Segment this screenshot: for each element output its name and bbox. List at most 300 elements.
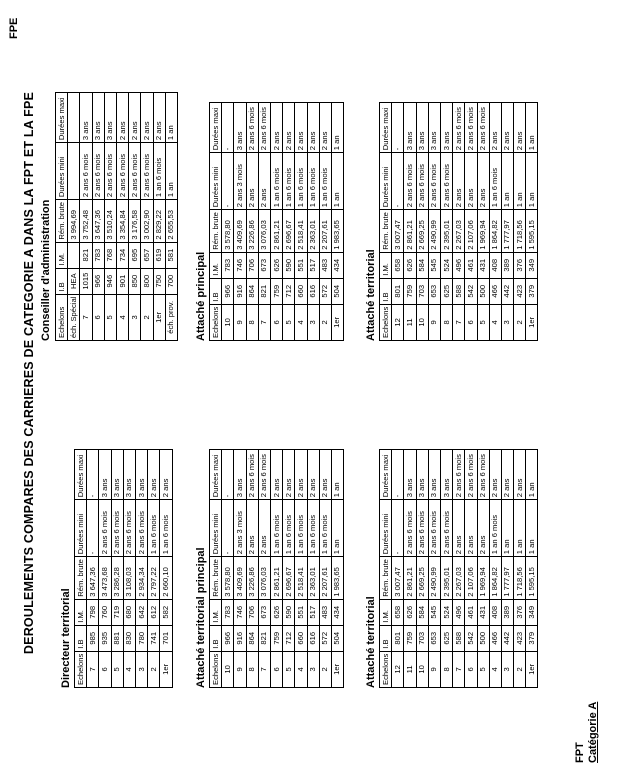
table-row — [246, 103, 258, 341]
col-ib-cell: 616 — [307, 625, 319, 651]
col-ib-cell: 504 — [331, 278, 343, 304]
header-col-mini: Durées mini — [380, 153, 392, 210]
col-echelons-cell: 4 — [295, 304, 307, 340]
col-rem-cell: 3 007,47 — [392, 557, 404, 600]
col-rem-cell: 2 861,21 — [270, 210, 282, 253]
col-maxi-cell: 2 ans — [283, 103, 295, 153]
col-maxi-cell: 2 ans — [270, 103, 282, 153]
table-row — [404, 450, 416, 688]
col-maxi-cell: 3 ans — [234, 450, 246, 500]
table-row — [295, 103, 307, 341]
col-im-cell — [68, 242, 80, 268]
col-ib-cell: 500 — [477, 278, 489, 304]
col-mini-cell: 1 an 6 mois — [283, 500, 295, 557]
col-im-cell: 612 — [148, 599, 160, 625]
col-mini-cell: 1 an — [526, 153, 538, 210]
col-echelons-cell: 9 — [428, 651, 440, 687]
col-ib-cell: 821 — [258, 278, 270, 304]
col-im-cell: 658 — [392, 599, 404, 625]
table-row — [234, 450, 246, 688]
col-ib-cell: 653 — [428, 625, 440, 651]
col-rem-cell: 2 696,67 — [283, 210, 295, 253]
col-echelons-cell: 8 — [246, 651, 258, 687]
col-mini-cell: 2 ans 6 mois — [404, 500, 416, 557]
table-row — [258, 103, 270, 341]
col-maxi-cell: 1 an — [331, 103, 343, 153]
col-im-cell: 483 — [319, 599, 331, 625]
col-maxi-cell: 2 ans — [514, 450, 526, 500]
col-ib-cell: 588 — [453, 625, 465, 651]
col-maxi-cell: 2 ans — [319, 103, 331, 153]
table-row — [123, 450, 135, 688]
col-rem-cell: 2 655,53 — [165, 200, 177, 243]
col-echelons-cell: éch. Spécial — [68, 294, 80, 340]
table-row — [160, 450, 172, 688]
col-im-cell: 626 — [404, 252, 416, 278]
col-mini-cell: - — [392, 153, 404, 210]
table-row — [331, 450, 343, 688]
col-im-cell: 783 — [222, 252, 234, 278]
col-maxi-cell: 3 ans — [99, 450, 111, 500]
col-echelons-cell: 7 — [453, 304, 465, 340]
header-col-rem: Rém. brute — [380, 557, 392, 600]
col-maxi-cell: 3 ans — [428, 450, 440, 500]
header-col-ib: I.B — [210, 625, 222, 651]
col-rem-cell: 3 578,80 — [222, 210, 234, 253]
col-mini-cell: 1 an 6 mois — [307, 153, 319, 210]
table-row — [129, 93, 141, 341]
col-maxi-cell: 2 ans 6 mois — [477, 450, 489, 500]
col-im-cell: 545 — [428, 599, 440, 625]
col-maxi-cell: 3 ans — [404, 103, 416, 153]
col-echelons-cell: 2 — [514, 304, 526, 340]
table-header-row — [380, 103, 392, 341]
table-header-row — [210, 450, 222, 688]
table-row — [526, 103, 538, 341]
col-ib-cell: 712 — [283, 278, 295, 304]
col-echelons-cell: 8 — [246, 304, 258, 340]
col-maxi-cell: 1 an — [526, 450, 538, 500]
col-ib-cell: HEA — [68, 268, 80, 294]
col-maxi-cell: 2 ans — [295, 103, 307, 153]
col-im-cell: 376 — [514, 252, 526, 278]
col-im-cell: 431 — [477, 599, 489, 625]
col-im-cell: 821 — [80, 242, 92, 268]
header-col-rem: Rém. brute — [75, 557, 87, 600]
section-title-attache-fpe: Attaché territorial — [365, 249, 377, 341]
header-col-mini: Durées mini — [75, 500, 87, 557]
table-row — [440, 450, 452, 688]
col-mini-cell: - — [392, 500, 404, 557]
col-rem-cell: 2 363,01 — [307, 210, 319, 253]
col-maxi-cell: 2 ans 6 mois — [453, 103, 465, 153]
col-mini-cell: 2 ans — [258, 153, 270, 210]
col-maxi-cell: 3 ans — [135, 450, 147, 500]
table-row — [246, 450, 258, 688]
col-mini-cell: 1 an — [514, 153, 526, 210]
col-maxi-cell: 2 ans 6 mois — [258, 103, 270, 153]
col-maxi-cell: 2 ans 6 mois — [246, 450, 258, 500]
col-maxi-cell: 2 ans — [501, 450, 513, 500]
col-ib-cell: 660 — [295, 278, 307, 304]
col-rem-cell: 3 286,28 — [111, 557, 123, 600]
col-maxi-cell: 2 ans — [501, 103, 513, 153]
table-row — [270, 450, 282, 688]
col-maxi-cell: 2 ans — [283, 450, 295, 500]
col-echelons-cell: 6 — [92, 294, 104, 340]
header-col-mini: Durées mini — [210, 153, 222, 210]
col-maxi-cell: 2 ans — [160, 450, 172, 500]
col-rem-cell: 2 660,10 — [160, 557, 172, 600]
header-col-ib: I.B — [210, 278, 222, 304]
col-echelons-cell: 2 — [319, 304, 331, 340]
section-title-attache-principal-fpe: Attaché principal — [195, 251, 207, 341]
col-maxi-cell: 3 ans — [234, 103, 246, 153]
col-rem-cell: 3 108,03 — [123, 557, 135, 600]
col-rem-cell: 3 354,84 — [116, 200, 128, 243]
col-mini-cell: 2 ans — [465, 153, 477, 210]
col-rem-cell: 2 207,61 — [319, 210, 331, 253]
header-col-maxi: Durées maxi — [210, 450, 222, 500]
col-echelons-cell: 3 — [307, 304, 319, 340]
col-im-cell: 496 — [453, 252, 465, 278]
col-im-cell: 734 — [116, 242, 128, 268]
col-maxi-cell: 3 ans — [440, 103, 452, 153]
col-im-cell: 768 — [104, 242, 116, 268]
col-rem-cell: 2 107,06 — [465, 210, 477, 253]
header-col-maxi: Durées maxi — [380, 103, 392, 153]
col-ib-cell: 616 — [307, 278, 319, 304]
table-row — [404, 103, 416, 341]
col-rem-cell: 2 797,22 — [148, 557, 160, 600]
col-rem-cell: 3 226,86 — [246, 557, 258, 600]
col-im-cell: 349 — [526, 599, 538, 625]
col-echelons-cell: 7 — [453, 651, 465, 687]
col-ib-cell: 966 — [92, 268, 104, 294]
table-row — [489, 450, 501, 688]
col-echelons-cell: 4 — [116, 294, 128, 340]
col-echelons-cell: 5 — [104, 294, 116, 340]
col-im-cell: 673 — [258, 252, 270, 278]
col-echelons-cell: 7 — [258, 651, 270, 687]
col-mini-cell: 2 ans 6 mois — [416, 153, 428, 210]
col-im-cell: 434 — [331, 252, 343, 278]
col-mini-cell: 1 an 6 mois — [153, 143, 165, 200]
col-echelons-cell: 6 — [99, 651, 111, 687]
col-maxi-cell: 2 ans — [129, 93, 141, 143]
col-rem-cell: 2 395,01 — [440, 557, 452, 600]
table-row — [453, 450, 465, 688]
col-maxi-cell — [68, 93, 80, 143]
col-mini-cell: 1 an — [501, 500, 513, 557]
col-mini-cell: 2 ans 6 mois — [141, 143, 153, 200]
header-col-rem: Rém. brute — [210, 210, 222, 253]
col-im-cell: 798 — [87, 599, 99, 625]
col-im-cell: 658 — [392, 252, 404, 278]
col-echelons-cell: 6 — [465, 651, 477, 687]
col-im-cell: 706 — [246, 599, 258, 625]
table-row — [87, 450, 99, 688]
col-mini-cell: 1 an 6 mois — [270, 500, 282, 557]
col-ib-cell: 759 — [404, 278, 416, 304]
col-echelons-cell: 1er — [160, 651, 172, 687]
table-row — [116, 93, 128, 341]
col-ib-cell: 985 — [87, 625, 99, 651]
table-row — [453, 103, 465, 341]
col-rem-cell: 2 669,25 — [416, 557, 428, 600]
col-im-cell: 706 — [246, 252, 258, 278]
col-echelons-cell: 12 — [392, 651, 404, 687]
table-row — [270, 103, 282, 341]
col-echelons-cell: 1er — [153, 294, 165, 340]
col-echelons-cell: 5 — [283, 304, 295, 340]
col-echelons-cell: 8 — [440, 651, 452, 687]
col-rem-cell: 2 363,01 — [307, 557, 319, 600]
col-maxi-cell: 2 ans 6 mois — [465, 450, 477, 500]
table-header-row — [75, 450, 87, 688]
col-ib-cell: 542 — [465, 278, 477, 304]
header-col-im: I.M. — [210, 599, 222, 625]
table-row — [135, 450, 147, 688]
table-row — [416, 450, 428, 688]
col-rem-cell: 3 994,69 — [68, 200, 80, 243]
col-maxi-cell: 2 ans — [489, 103, 501, 153]
col-im-cell: 551 — [295, 252, 307, 278]
col-im-cell: 746 — [234, 252, 246, 278]
col-echelons-cell: 6 — [465, 304, 477, 340]
section-title-conseiller: Conseiller d'administration — [40, 199, 52, 341]
col-echelons-cell: 4 — [123, 651, 135, 687]
col-rem-cell: 3 647,36 — [87, 557, 99, 600]
table-directeur — [74, 449, 173, 688]
col-ib-cell: 423 — [514, 625, 526, 651]
col-im-cell: 590 — [283, 599, 295, 625]
col-echelons-cell: 3 — [307, 651, 319, 687]
col-im-cell: 746 — [234, 599, 246, 625]
table-row — [331, 103, 343, 341]
col-echelons-cell: 5 — [283, 651, 295, 687]
col-im-cell: 719 — [111, 599, 123, 625]
table-row — [283, 103, 295, 341]
col-echelons-cell: 6 — [270, 304, 282, 340]
col-mini-cell: 2 ans 6 mois — [440, 153, 452, 210]
col-mini-cell: 1 an 6 mois — [160, 500, 172, 557]
table-row — [283, 450, 295, 688]
col-rem-cell: 2 934,34 — [135, 557, 147, 600]
header-col-rem: Rém. brute — [380, 210, 392, 253]
col-echelons-cell: 7 — [87, 651, 99, 687]
col-ib-cell: 759 — [270, 625, 282, 651]
col-ib-cell: 442 — [501, 278, 513, 304]
col-maxi-cell: - — [87, 450, 99, 500]
col-maxi-cell: 2 ans — [270, 450, 282, 500]
col-rem-cell: 1 718,56 — [514, 557, 526, 600]
header-col-ib: I.B — [75, 625, 87, 651]
col-echelons-cell: 10 — [416, 651, 428, 687]
col-mini-cell: 1 an 6 mois — [295, 500, 307, 557]
col-echelons-cell: 2 — [514, 651, 526, 687]
header-col-im: I.M. — [56, 242, 68, 268]
col-im-cell: 626 — [270, 599, 282, 625]
table-row — [295, 450, 307, 688]
table-row — [141, 93, 153, 341]
col-im-cell: 496 — [453, 599, 465, 625]
col-im-cell: 524 — [440, 599, 452, 625]
header-col-im: I.M. — [380, 599, 392, 625]
col-mini-cell: - — [222, 153, 234, 210]
col-mini-cell: 1 an — [514, 500, 526, 557]
col-ib-cell: 821 — [258, 625, 270, 651]
col-echelons-cell: 10 — [222, 651, 234, 687]
col-mini-cell: 1 an 6 mois — [319, 500, 331, 557]
col-mini-cell: 2 ans 6 mois — [129, 143, 141, 200]
category-label: Catégorie A — [587, 701, 599, 763]
col-echelons-cell: 8 — [440, 304, 452, 340]
col-echelons-cell: 5 — [477, 304, 489, 340]
table-row — [477, 450, 489, 688]
col-maxi-cell: 2 ans 6 mois — [477, 103, 489, 153]
col-mini-cell: - — [87, 500, 99, 557]
col-echelons-cell: 5 — [477, 651, 489, 687]
col-maxi-cell: 2 ans 6 mois — [246, 103, 258, 153]
col-im-cell: 461 — [465, 599, 477, 625]
col-rem-cell: 2 861,21 — [404, 210, 416, 253]
col-im-cell: 673 — [258, 599, 270, 625]
col-rem-cell: 1 718,56 — [514, 210, 526, 253]
section-title-principal: Attaché territorial principal — [195, 547, 207, 688]
table-header-row — [56, 93, 68, 341]
col-ib-cell: 946 — [104, 268, 116, 294]
col-im-cell: 626 — [270, 252, 282, 278]
table-row — [111, 450, 123, 688]
col-ib-cell: 741 — [148, 625, 160, 651]
col-im-cell: 408 — [489, 599, 501, 625]
col-rem-cell: 2 490,99 — [428, 557, 440, 600]
col-ib-cell: 966 — [222, 278, 234, 304]
col-maxi-cell: 3 ans — [104, 93, 116, 143]
col-rem-cell: 1 864,82 — [489, 557, 501, 600]
col-mini-cell: 1 an 6 mois — [319, 153, 331, 210]
table-row — [477, 103, 489, 341]
col-mini-cell: 2 ans 6 mois — [428, 500, 440, 557]
col-maxi-cell: 2 ans — [307, 450, 319, 500]
col-rem-cell: 2 669,25 — [416, 210, 428, 253]
col-maxi-cell: 3 ans — [404, 450, 416, 500]
col-echelons-cell: 7 — [258, 304, 270, 340]
col-ib-cell: 588 — [453, 278, 465, 304]
col-im-cell: 584 — [416, 252, 428, 278]
col-maxi-cell: 2 ans 6 mois — [465, 103, 477, 153]
col-maxi-cell: - — [392, 450, 404, 500]
col-mini-cell: 2 ans — [477, 500, 489, 557]
col-ib-cell: 780 — [135, 625, 147, 651]
col-mini-cell: 2 ans 3 mois — [234, 500, 246, 557]
col-ib-cell: 901 — [116, 268, 128, 294]
table-row — [428, 103, 440, 341]
col-im-cell: 760 — [99, 599, 111, 625]
col-ib-cell: 712 — [283, 625, 295, 651]
col-ib-cell: 423 — [514, 278, 526, 304]
col-im-cell: 545 — [428, 252, 440, 278]
col-ib-cell: 379 — [526, 625, 538, 651]
col-echelons-cell: 1er — [526, 304, 538, 340]
col-mini-cell: 2 ans — [453, 500, 465, 557]
col-rem-cell: 1 777,97 — [501, 557, 513, 600]
col-im-cell: 626 — [404, 599, 416, 625]
col-mini-cell: 2 ans 3 mois — [234, 153, 246, 210]
col-rem-cell: 3 176,58 — [129, 200, 141, 243]
col-im-cell: 434 — [331, 599, 343, 625]
fpt-label: FPT — [574, 742, 586, 763]
table-row — [222, 450, 234, 688]
col-maxi-cell: 1 an — [331, 450, 343, 500]
col-maxi-cell: 2 ans — [307, 103, 319, 153]
col-ib-cell: 916 — [234, 625, 246, 651]
col-mini-cell: 1 an 6 mois — [489, 153, 501, 210]
col-ib-cell: 800 — [141, 268, 153, 294]
header-col-echelons: Echelons — [210, 651, 222, 687]
col-im-cell: 461 — [465, 252, 477, 278]
header-col-ib: I.B — [380, 625, 392, 651]
col-echelons-cell: 9 — [428, 304, 440, 340]
col-mini-cell — [68, 143, 80, 200]
table-row — [99, 450, 111, 688]
header-col-echelons: Echelons — [380, 304, 392, 340]
header-col-mini: Durées mini — [380, 500, 392, 557]
col-rem-cell: 2 267,03 — [453, 557, 465, 600]
table-row — [68, 93, 80, 341]
col-mini-cell: 1 an — [331, 500, 343, 557]
col-ib-cell: 750 — [153, 268, 165, 294]
col-mini-cell: 1 an 6 mois — [148, 500, 160, 557]
col-rem-cell: 2 395,01 — [440, 210, 452, 253]
table-row — [428, 450, 440, 688]
col-echelons-cell: 4 — [295, 651, 307, 687]
table-conseiller — [55, 92, 178, 341]
table-row — [165, 93, 177, 341]
col-ib-cell: 442 — [501, 625, 513, 651]
fpe-label: FPE — [8, 17, 20, 39]
col-echelons-cell: 1er — [526, 651, 538, 687]
col-mini-cell: 2 ans 6 mois — [404, 153, 416, 210]
col-ib-cell: 466 — [489, 625, 501, 651]
col-rem-cell: 3 076,03 — [258, 210, 270, 253]
col-maxi-cell: 2 ans — [148, 450, 160, 500]
col-echelons-cell: 1er — [331, 651, 343, 687]
col-ib-cell: 504 — [331, 625, 343, 651]
col-im-cell: 517 — [307, 599, 319, 625]
table-row — [153, 93, 165, 341]
col-echelons-cell: 11 — [404, 304, 416, 340]
col-mini-cell: 2 ans 6 mois — [99, 500, 111, 557]
col-im-cell: 783 — [92, 242, 104, 268]
col-rem-cell: 3 002,90 — [141, 200, 153, 243]
col-maxi-cell: 3 ans — [80, 93, 92, 143]
col-mini-cell: 2 ans — [453, 153, 465, 210]
col-maxi-cell: 2 ans — [141, 93, 153, 143]
col-mini-cell: 2 ans 6 mois — [104, 143, 116, 200]
col-rem-cell: 1 969,94 — [477, 210, 489, 253]
col-echelons-cell: 9 — [234, 651, 246, 687]
table-row — [489, 103, 501, 341]
col-ib-cell: 625 — [440, 625, 452, 651]
col-rem-cell: 3 510,24 — [104, 200, 116, 243]
col-im-cell: 408 — [489, 252, 501, 278]
col-rem-cell: 2 518,41 — [295, 557, 307, 600]
col-maxi-cell: 3 ans — [416, 450, 428, 500]
page-title: DEROULEMENTS COMPARES DES CARRIERES DE CATEGORIE A DANS LA FPT ET LA FPE — [22, 91, 36, 655]
col-im-cell: 642 — [135, 599, 147, 625]
